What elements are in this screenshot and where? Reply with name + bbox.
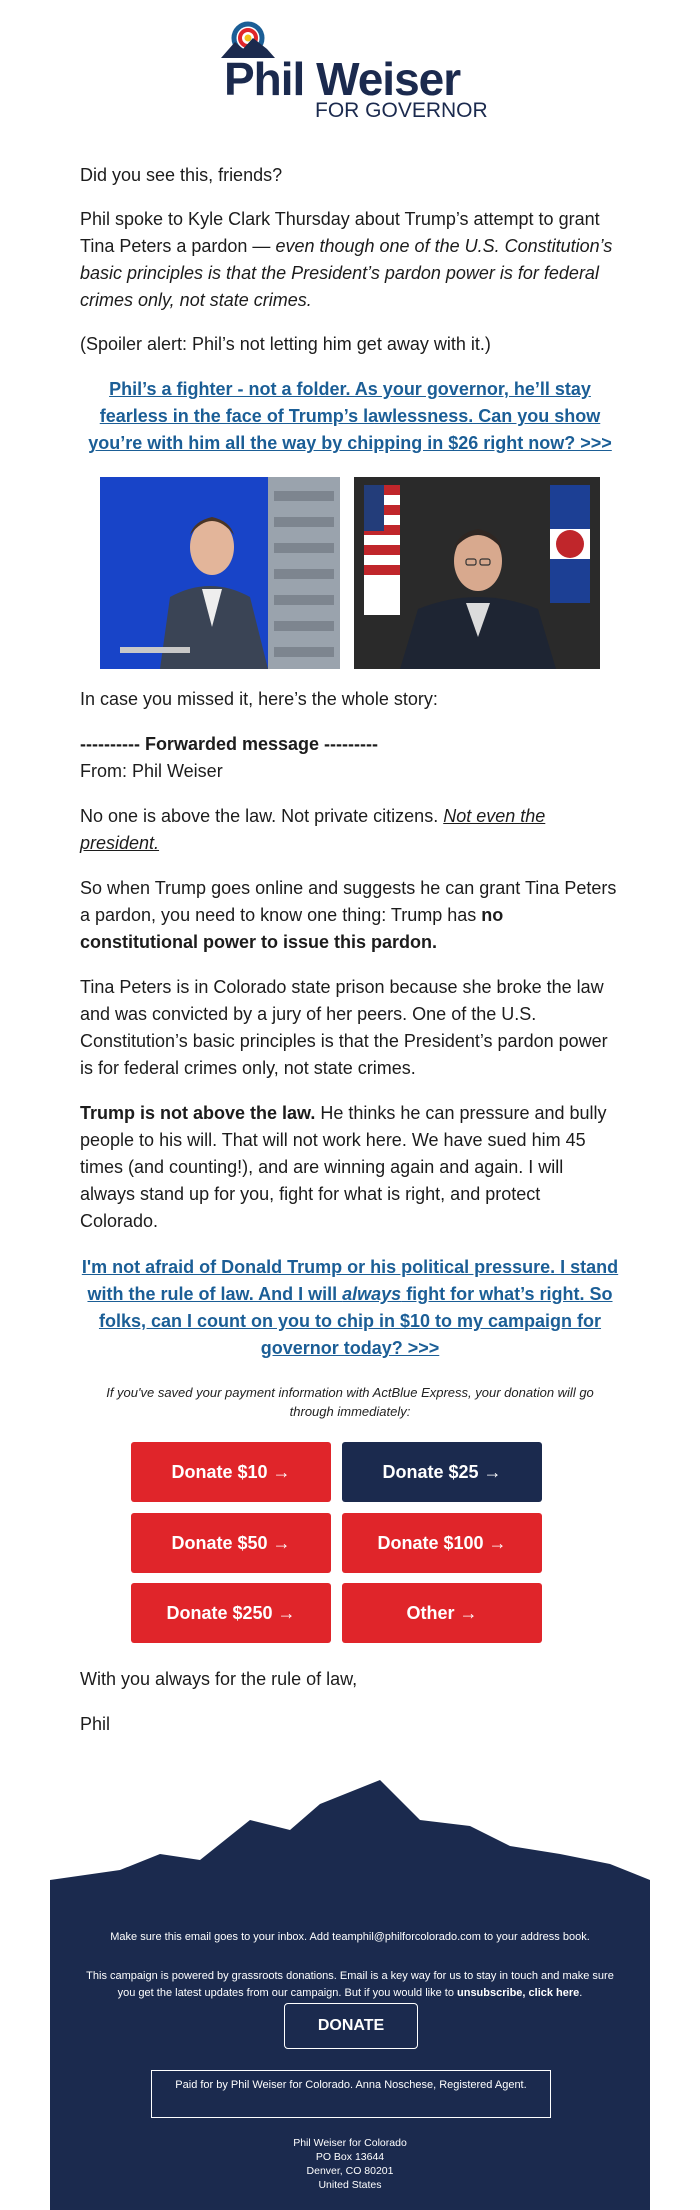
mountain-range-icon [50, 1780, 650, 1892]
intro-paragraph [80, 206, 620, 314]
greeting: Did you see this, friends? [80, 165, 283, 185]
para2-bold: no constitutional power to issue this pardon. [80, 905, 504, 952]
interview-photos [100, 477, 600, 669]
cta-link-chip-in-26[interactable]: Phil’s a fighter - not a folder. As your governor, he’ll stay fearless in the face of Trump’s lawlessness. Can you show you’re with him all the way by chipping in $26 right now? >>> [88, 379, 612, 453]
para1-text: No one is above the law. Not private citizens. [80, 806, 444, 826]
signature: Phil [80, 1714, 111, 1734]
intro-italic: even though one of the U.S. Constitution’s basic principles is that the President’s pardon power is for federal crimes only, not state crimes. [80, 236, 613, 310]
unsubscribe-link[interactable]: unsubscribe, click here [457, 1987, 580, 1999]
footer-inbox-text: Make sure this email goes to your inbox. Add teamphil@philforcolorado.com to your address book. [110, 1931, 590, 1943]
signoff: With you always for the rule of law, [80, 1669, 358, 1689]
address-line: Phil Weiser for Colorado [293, 2137, 407, 2149]
address-line: Denver, CO 80201 [306, 2165, 394, 2177]
intro-text: Phil spoke to Kyle Clark Thursday about Trump’s attempt to grant Tina Peters a pardon — [80, 209, 600, 256]
donate-10-button[interactable]: Donate $10 → [131, 1442, 331, 1502]
donate-100-button[interactable]: Donate $100 → [342, 1513, 542, 1573]
cta2-text-before: I'm not afraid of Donald Trump or his political pressure. I stand with the rule of law. And I will [81, 1257, 619, 1304]
logo-subtitle: FOR GOVERNOR [315, 99, 488, 122]
address-line: United States [318, 2179, 382, 2191]
footer-body [50, 1890, 650, 2210]
paid-for-box [151, 2070, 551, 2118]
footer [50, 1780, 650, 2210]
footer-grassroots-text: This campaign is powered by grassroots donations. Email is a key way for us to stay in touch and make sure you get the latest updates from our campaign. But if you would like to unsubscribe, click here. [86, 1970, 614, 1999]
spoiler-text: (Spoiler alert: Phil’s not letting him get away with it.) [80, 334, 491, 354]
forwarded-from: From: Phil Weiser [80, 761, 223, 781]
para4-bold: Trump is not above the law. [80, 1103, 316, 1123]
campaign-logo [215, 16, 488, 124]
footer-grassroots: This campaign is powered by grassroots donations. Email is a key way for us to stay in touch and make sure you get the latest updates from our campaign. But if you would like to [86, 1970, 614, 1999]
cta2-text-after: fight for what’s right. So folks, can I count on you to chip in $10 to my campaign for governor today? >>> [98, 1284, 613, 1358]
donate-25-button[interactable]: Donate $25 → [342, 1442, 542, 1502]
paid-for-text: Paid for by Phil Weiser for Colorado. Anna Noschese, Registered Agent. [175, 2079, 527, 2091]
paragraph-tina-peters: Tina Peters is in Colorado state prison because she broke the law and was convicted by a jury of her peers. One of the U.S. Constitution’s basic principles is that the President’s pardon power is for federal crimes only, not state crimes. [80, 977, 608, 1078]
paragraph-above-law [80, 803, 620, 857]
para2-text: So when Trump goes online and suggests he can grant Tina Peters a pardon, you need to know one thing: Trump has [80, 878, 617, 925]
address-line: PO Box 13644 [315, 2151, 385, 2163]
cta2-italic: always [342, 1284, 402, 1304]
actblue-note: If you've saved your payment information with ActBlue Express, your donation will go through immediately: [106, 1385, 594, 1419]
donate-other-button[interactable]: Other → [342, 1583, 542, 1643]
mailing-address [80, 2136, 620, 2192]
paragraph-not-above-law [80, 1100, 620, 1235]
missed-text: In case you missed it, here’s the whole story: [80, 689, 438, 709]
interview-screenshot [100, 477, 600, 669]
donate-250-button[interactable]: Donate $250 → [131, 1583, 331, 1643]
paragraph-pardon [80, 875, 620, 956]
forwarded-header: ---------- Forwarded message --------- [80, 734, 378, 754]
logo-name: Phil Weiser [224, 53, 461, 105]
para1-underlined: Not even the president. [80, 806, 546, 853]
para4-text: He thinks he can pressure and bully people to his will. That will not work here. We have sued him 45 times (and counting!), and are winning again and again. I will always stand up for you, fight for what is right, and protect Colorado. [80, 1103, 607, 1231]
cta-link-chip-in-10[interactable] [80, 1254, 620, 1362]
donate-50-button[interactable]: Donate $50 → [131, 1513, 331, 1573]
footer-donate-button[interactable]: DONATE [284, 2003, 418, 2049]
